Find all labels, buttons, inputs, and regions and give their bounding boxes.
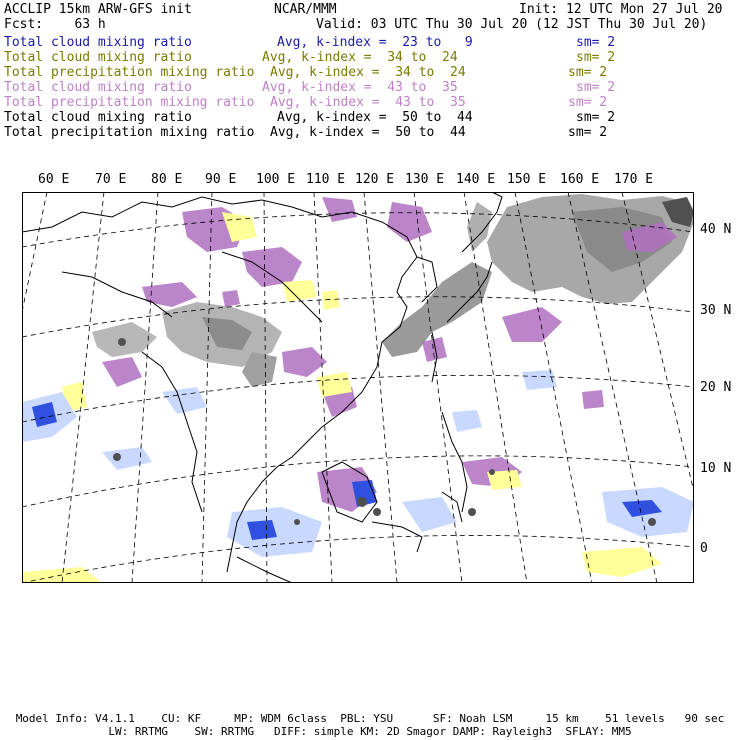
footer-model-info: Model Info: V4.1.1 CU: KF MP: WDM 6class PBL: YSU SF: Noah LSM 15 km 51 levels 90 sec bbox=[15, 712, 725, 725]
lat-label: 0 bbox=[700, 541, 708, 556]
layer-4-sm: sm= 2 bbox=[576, 80, 616, 95]
header-valid: Valid: 03 UTC Thu 30 Jul 20 (12 JST Thu 30 Jul 20) bbox=[316, 17, 708, 32]
layer-7-name: Total precipitation mixing ratio bbox=[4, 125, 255, 140]
layer-5-name: Total precipitation mixing ratio bbox=[4, 95, 255, 110]
layer-2-sm: sm= 2 bbox=[576, 50, 616, 65]
layer-7-avg: Avg, k-index = 50 to 44 bbox=[270, 125, 466, 140]
layer-5-sm: sm= 2 bbox=[568, 95, 608, 110]
lat-label: 20 N bbox=[700, 380, 732, 395]
lon-label: 170 E bbox=[614, 172, 654, 187]
layer-6-name: Total cloud mixing ratio bbox=[4, 110, 192, 125]
layer-2-name: Total cloud mixing ratio bbox=[4, 50, 192, 65]
layer-3-avg: Avg, k-index = 34 to 24 bbox=[270, 65, 466, 80]
layer-7-sm: sm= 2 bbox=[568, 125, 608, 140]
lat-label: 40 N bbox=[700, 222, 732, 237]
lon-label: 100 E bbox=[256, 172, 296, 187]
lat-label: 30 N bbox=[700, 303, 732, 318]
layer-4-name: Total cloud mixing ratio bbox=[4, 80, 192, 95]
lon-label: 160 E bbox=[560, 172, 600, 187]
lon-label: 130 E bbox=[405, 172, 445, 187]
lon-label: 70 E bbox=[95, 172, 127, 187]
lon-label: 110 E bbox=[306, 172, 346, 187]
lon-label: 80 E bbox=[151, 172, 183, 187]
layer-5-avg: Avg, k-index = 43 to 35 bbox=[270, 95, 466, 110]
header-fcst: Fcst: 63 h bbox=[4, 17, 106, 32]
header-title: ACCLIP 15km ARW-GFS init bbox=[4, 2, 192, 17]
layer-1-name: Total cloud mixing ratio bbox=[4, 35, 192, 50]
footer-physics-info: LW: RRTMG SW: RRTMG DIFF: simple KM: 2D Smagor DAMP: Rayleigh3 SFLAY: MM5 bbox=[108, 725, 632, 738]
layer-1-avg: Avg, k-index = 23 to 9 bbox=[277, 35, 473, 50]
header-org: NCAR/MMM bbox=[274, 2, 337, 17]
lon-label: 120 E bbox=[355, 172, 395, 187]
header-init: Init: 12 UTC Mon 27 Jul 20 bbox=[519, 2, 723, 17]
lon-label: 140 E bbox=[456, 172, 496, 187]
layer-2-avg: Avg, k-index = 34 to 24 bbox=[262, 50, 458, 65]
layer-6-avg: Avg, k-index = 50 to 44 bbox=[277, 110, 473, 125]
layer-6-sm: sm= 2 bbox=[576, 110, 616, 125]
layer-3-sm: sm= 2 bbox=[568, 65, 608, 80]
lat-label: 10 N bbox=[700, 461, 732, 476]
layer-3-name: Total precipitation mixing ratio bbox=[4, 65, 255, 80]
forecast-map bbox=[22, 192, 694, 583]
lon-label: 90 E bbox=[205, 172, 237, 187]
lon-label: 60 E bbox=[38, 172, 70, 187]
lon-label: 150 E bbox=[507, 172, 547, 187]
layer-1-sm: sm= 2 bbox=[576, 35, 616, 50]
layer-4-avg: Avg, k-index = 43 to 35 bbox=[262, 80, 458, 95]
